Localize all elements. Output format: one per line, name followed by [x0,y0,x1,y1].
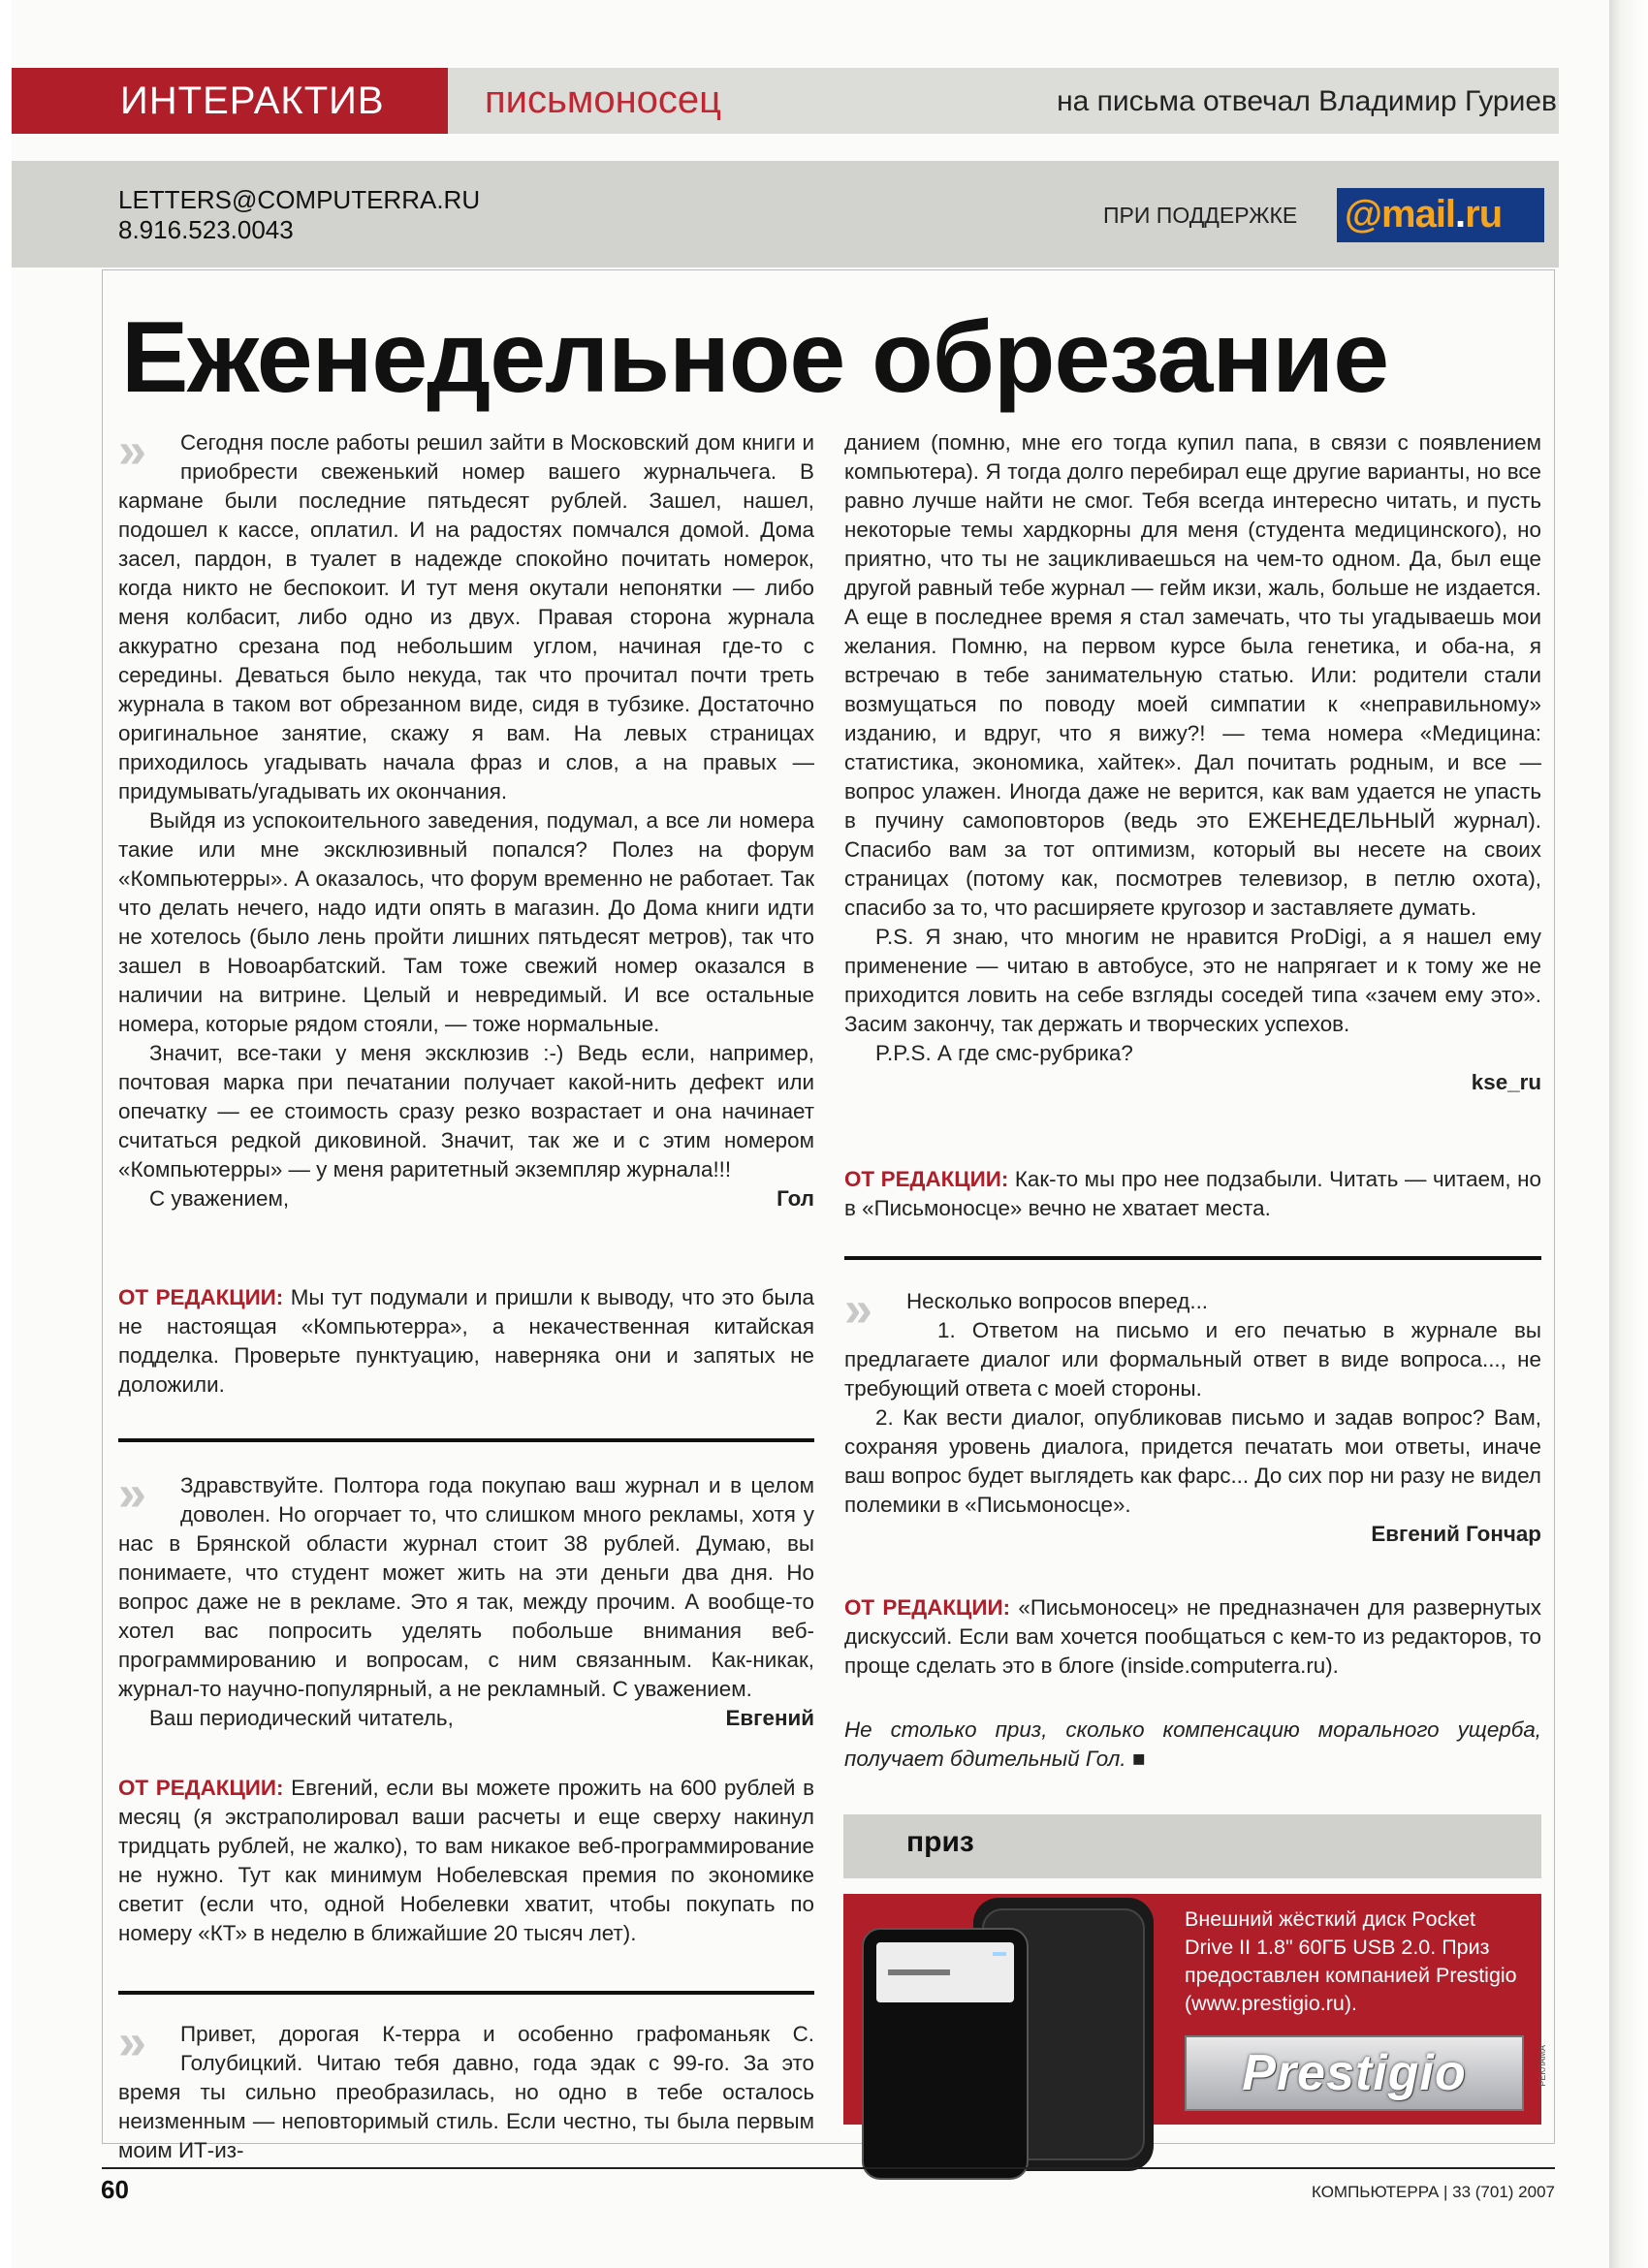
prestigio-logo [1185,2035,1524,2111]
mailru-logo [1337,188,1544,242]
article-title: Еженедельное обрезание [121,301,1389,414]
letter-4 [844,1281,1541,1549]
ad-mark: РЕКЛАМА [1537,2045,1547,2087]
letter-3-pps: P.P.S. А где смс-рубрика? [875,1041,1133,1065]
reply-4-text: «Письмоносец» не предназначен для развернутых дискуссий. Если вам хочется пообщаться с кем-то из редакторов, то проще сделать это в блоге (inside.computerra.ru). [844,1595,1542,1678]
letter-3-ps: P.S. Я знаю, что многим не нравится ProDigi, а я нашел ему применение — читаю в автобусе, это не напрягает и к тому же не приходится ловить на себе взгляды соседей типа «зачем ему это». Засим закончу, так держать и творческих успехов. [844,925,1541,1036]
letter-3-p1: Привет, дорогая К-терра и особенно графоманьяк С. Голубицкий. Читаю тебя давно, года эдак с 99-го. За это время ты сильно преобразилась, но одно в тебе осталось неизменным — неповторимый стиль. Если честно, ты была первым моим ИТ-из- [118,2022,814,2162]
reply-3 [844,1165,1541,1223]
section-title: письмоносец [485,79,722,121]
divider [118,1438,814,1442]
prize-note: Не столько приз, сколько компенсацию морального ущерба, получает бдительный Гол. ■ [844,1717,1541,1771]
letter-3-start [118,2014,814,2165]
letter-1 [118,423,814,1213]
reply-3-text: Как-то мы про нее подзабыли. Читать — читаем, но в «Письмоносце» вечно не хватает места. [844,1167,1541,1220]
letter-3-p1-cont: данием (помню, мне его тогда купил папа, в связи с появлением компьютера). Я тогда долго перебирал еще другие варианты, но все равно лучше найти не смог. Тебя всегда интересно читать, и пусть некоторые темы хардкорны для меня (студента медицинского), но приятно, что ты не зацикливаешься на чем-то одном. Да, был еще другой равный тебе журнал — гейм икзи, жаль, больше не издается. А еще в последнее время я стал замечать, что ты угадываешь мои желания. Помню, на первом курсе была генетика, и оба-на, я встречаю в тебе занимательную статью. Или: родители стали возмущаться по поводу моей симпатии к «неправильному» изданию, и вдруг, что я вижу?! — тема номера «Медицина: статистика, экономика, хайтек». Дал почитать родным, и все — вопрос улажен. Иногда даже не верится, как вам удается не упасть в пучину самоповторов (ведь это ЕЖЕНЕДЕЛЬНЫЙ журнал). Спасибо вам за тот оптимизм, который вы несете на своих страницах (потому как, посмотрев телевизор, в петлю охота), спасибо за то, что расширяете кругозор и заставляете думать. [844,430,1541,920]
letter-3-signature: kse_ru [1471,1070,1541,1094]
reply-2-text: Евгений, если вы можете прожить на 600 рублей в месяц (я экстраполировал ваши расчеты и еще сверху накинул тридцать рублей, не жалко), то вам никакое веб-программирование не нужно. Тут как минимум Нобелевская премия по экономике светит (если что, одной Нобелевки хватит, чтобы покупать по номеру «КТ» в неделю в ближайшие 20 тысяч лет). [118,1776,814,1945]
letter-2-p1: Здравствуйте. Полтора года покупаю ваш журнал и в целом доволен. Но огорчает то, что слишком много рекламы, хотя у нас в Брянской области журнал стоит 38 рублей. Думаю, вы понимаете, что студент может жить на эти деньги два дня. Но вопрос даже не в рекламе. Это я так, между прочим. А вообще-то хотел вас попросить уделять побольше внимания веб-программированию и вопросам, с ним связанным. Как-никак, журнал-то научно-популярный, а не рекламный. С уважением. [118,1473,814,1701]
reply-4 [844,1593,1541,1681]
letter-3-cont [844,428,1541,1097]
prize-description: Внешний жёсткий диск Pocket Drive II 1.8" 60ГБ USB 2.0. Приз предоставлен компанией Prestigio (www.prestigio.ru). [1185,1907,1517,2015]
quote-mark-icon: » [844,1281,863,1338]
quote-mark-icon: » [118,2014,137,2070]
letter-1-p1: Сегодня после работы решил зайти в Московский дом книги и приобрести свеженький номер вашего журнальчега. В кармане были последние пятьдесят рублей. Зашел, нашел, подошел к кассе, оплатил. И на радостях помчался домой. Дома засел, пардон, в туалет в надежде спокойно почитать номерок, когда никто не беспокоит. И тут меня окутали непонятки — либо меня колбасит, либо одно из двух. Правая сторона журнала аккуратно срезана под небольшим углом, начиная где-то с середины. Деваться было некуда, так что прочитал почти треть журнала в таком вот обрезанном виде, сидя в тубзике. Достаточно оригинальное занятие, скажу я вам. На левых страницах приходилось угадывать начала фраз и слов, а на правых — придумывать/угадывать их окончания. [118,430,814,803]
reply-2-label: ОТ РЕДАКЦИИ: [118,1776,284,1800]
reply-3-label: ОТ РЕДАКЦИИ: [844,1167,1009,1191]
footer-rule [102,2167,1555,2169]
letter-2-closing: Ваш периодический читатель, [149,1706,454,1730]
reply-4-label: ОТ РЕДАКЦИИ: [844,1595,1011,1620]
mailru-logo-dot: . [1455,193,1466,236]
letter-4-p3: 2. Как вести диалог, опубликовав письмо и задав вопрос? Вам, сохраняя уровень диалога, придется печатать мои ответы, иначе ваш вопрос будет выглядеть как фарс... До сих пор ни разу не видел полемики в «Письмоносце». [844,1405,1541,1517]
page-number: 60 [101,2175,129,2204]
issue-info: КОМПЬЮТЕРРА | 33 (701) 2007 [1311,2183,1555,2201]
contact-email: LETTERS@COMPUTERRA.RU [118,185,481,214]
prestigio-logo-text: Prestigio [1242,2045,1467,2101]
hard-drive-image [859,1890,1159,2181]
letter-1-p2: Выйдя из успокоительного заведения, подумал, а все ли номера такие или мне эксклюзивный попался? Полез на форум «Компьютерры». А оказалось, что форум временно не работает. Так что делать нечего, надо идти опять в магазин. До Дома книги идти не хотелось (было лень пройти лишних пятьдесят метров), так что зашел в Новоарбатский. Там тоже свежий номер оказался в наличии на витрине. Целый и невредимый. И все остальные номера, которые рядом стояли, — тоже нормальные. [118,808,814,1036]
reply-2 [118,1774,814,1948]
prize-label: приз [906,1826,974,1858]
letter-1-p3: Значит, все-таки у меня эксклюзив :-) Ведь если, например, почтовая марка при печатании получает какой-нить дефект или опечатку — ее стоимость сразу резко возрастает и она начинает считаться редкой диковиной. Значит, так же и с этим номером «Компьютерры» — у меня раритетный экземпляр журнала!!! [118,1041,814,1181]
letter-4-p2: 1. Ответом на письмо и его печатью в журнале вы предлагаете диалог или формальный ответ в виде вопроса..., не требующий ответа с моей стороны. [844,1318,1541,1401]
drive-brand-mark [888,1969,950,1975]
reply-1 [118,1283,814,1400]
answered-by: на письма отвечал Владимир Гуриев [1057,85,1557,117]
mailru-logo-tld: ru [1465,193,1503,236]
quote-mark-icon: » [118,1465,137,1522]
letter-4-signature: Евгений Гончар [1371,1522,1541,1546]
reply-1-text: Мы тут подумали и пришли к выводу, что это была не настоящая «Компьютерра», а некачественная китайская подделка. Проверьте пунктуацию, наверняка они и запятых не доложили. [118,1285,814,1397]
reply-1-label: ОТ РЕДАКЦИИ: [118,1285,284,1309]
contact-phone: 8.916.523.0043 [118,215,294,244]
quote-mark-icon: » [118,423,137,479]
letter-2 [118,1465,814,1733]
letter-1-signature: Гол [776,1186,814,1211]
rubric-label: ИНТЕРАКТИВ [12,68,448,134]
mailru-logo-name: @mail [1345,193,1456,236]
support-label: ПРИ ПОДДЕРЖКЕ [1103,203,1298,228]
letter-4-p1: Несколько вопросов вперед... [906,1289,1209,1313]
letter-1-closing: С уважением, [149,1186,290,1211]
next-page-edge [1609,0,1648,2268]
divider [118,1991,814,1995]
letter-2-signature: Евгений [725,1706,814,1730]
divider [844,1256,1541,1260]
drive-led [993,1952,1006,1956]
